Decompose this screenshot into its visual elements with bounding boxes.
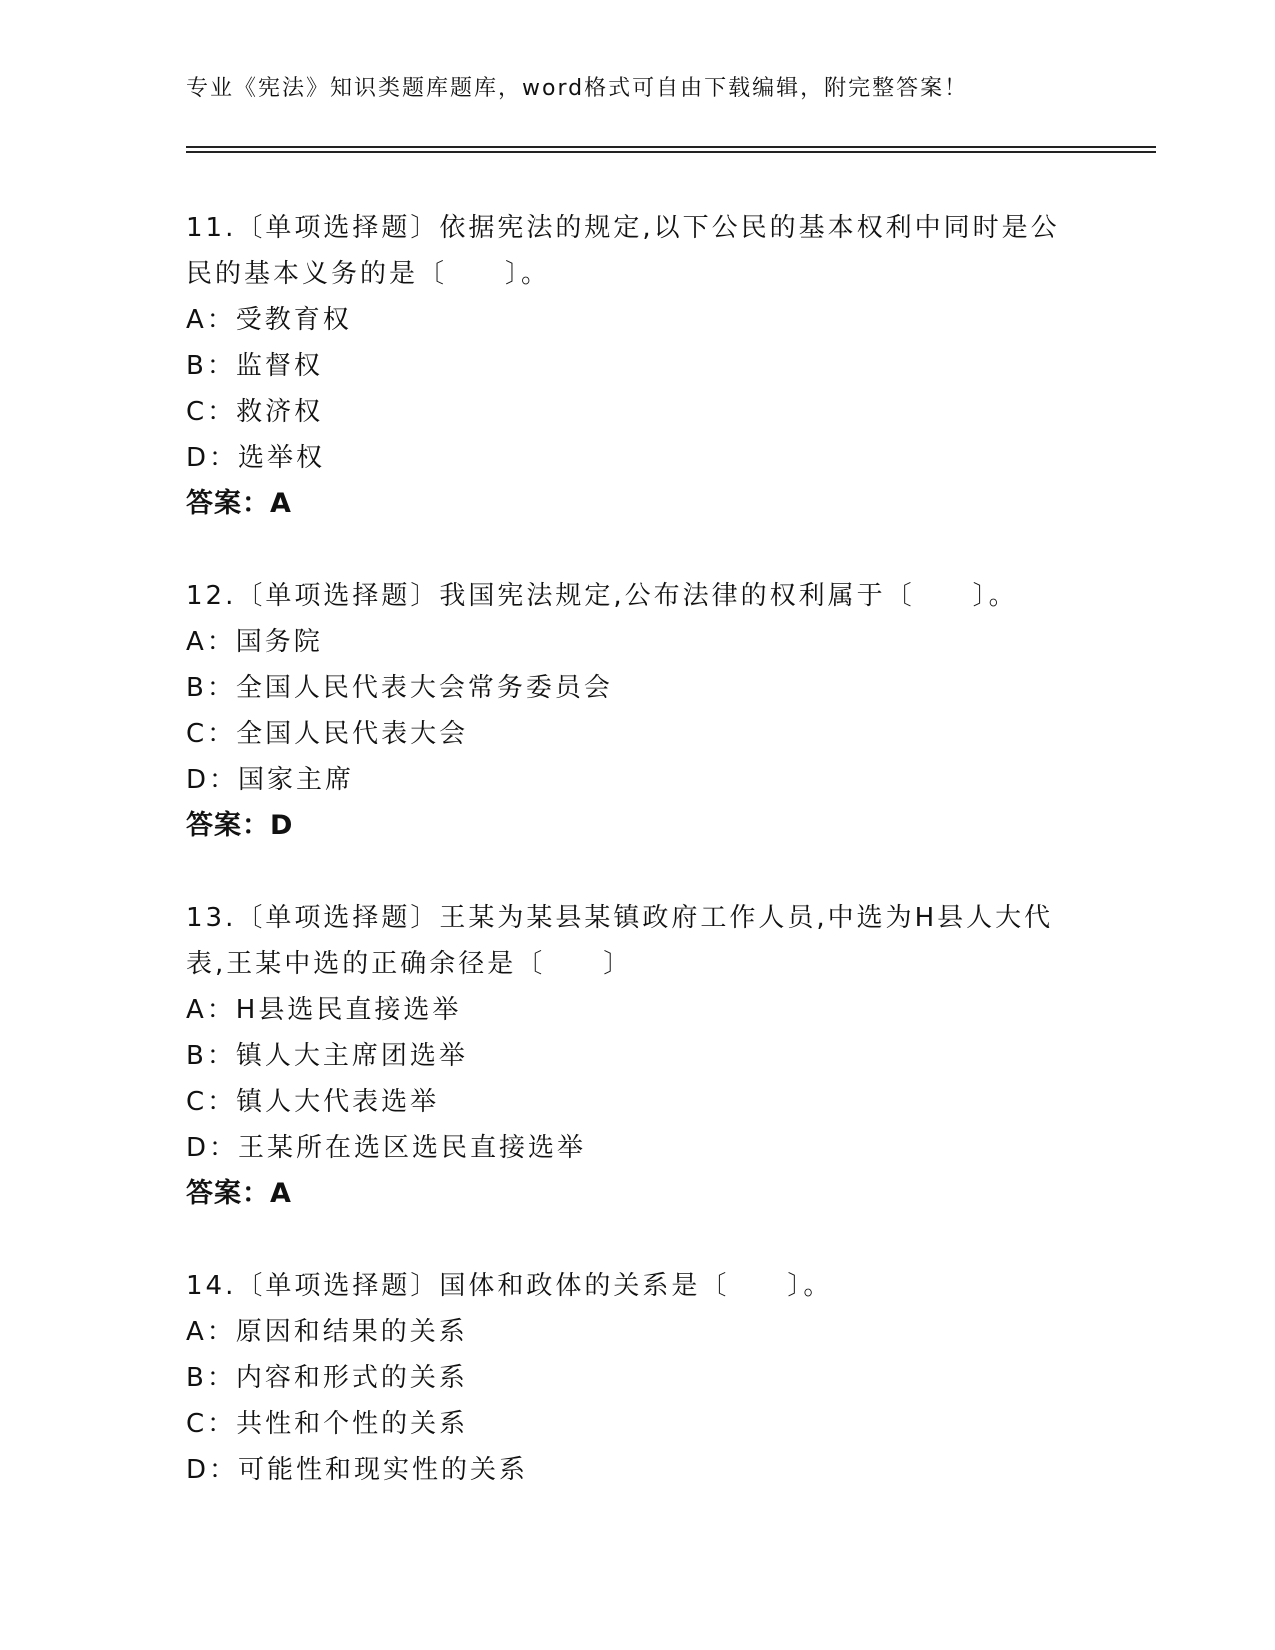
question-stem: 14.〔单项选择题〕国体和政体的关系是〔 〕。	[186, 1271, 833, 1301]
option-c: C：全国人民代表大会	[186, 719, 469, 749]
option-c: C：救济权	[186, 397, 324, 427]
option-a: A：H县选民直接选举	[186, 995, 462, 1025]
header-rule-bottom	[186, 151, 1156, 153]
option-d: D：王某所在选区选民直接选举	[186, 1133, 587, 1163]
page-header: 专业《宪法》知识类题库题库，word格式可自由下载编辑，附完整答案！	[186, 76, 969, 101]
option-b: B：镇人大主席团选举	[186, 1041, 468, 1071]
header-rule-top	[186, 146, 1156, 148]
answer: 答案：A	[186, 1178, 292, 1209]
option-a: A：国务院	[186, 627, 323, 657]
question-11	[186, 205, 1086, 527]
question-list	[186, 205, 1086, 1539]
option-a: A：受教育权	[186, 305, 352, 335]
option-c: C：共性和个性的关系	[186, 1409, 469, 1439]
option-d: D：可能性和现实性的关系	[186, 1455, 529, 1485]
option-d: D：选举权	[186, 443, 326, 473]
option-b: B：内容和形式的关系	[186, 1363, 468, 1393]
answer: 答案：A	[186, 488, 292, 519]
question-stem: 12.〔单项选择题〕我国宪法规定,公布法律的权利属于〔 〕。	[186, 581, 1018, 611]
question-12	[186, 573, 1086, 849]
option-b: B：全国人民代表大会常务委员会	[186, 673, 613, 703]
option-c: C：镇人大代表选举	[186, 1087, 440, 1117]
option-d: D：国家主席	[186, 765, 355, 795]
question-14	[186, 1263, 1086, 1493]
option-b: B：监督权	[186, 351, 323, 381]
question-13	[186, 895, 1086, 1217]
question-stem: 11.〔单项选择题〕依据宪法的规定,以下公民的基本权利中同时是公民的基本义务的是〔 〕。	[186, 213, 1060, 289]
answer: 答案：D	[186, 810, 294, 841]
question-stem: 13.〔单项选择题〕王某为某县某镇政府工作人员,中选为H县人大代表,王某中选的正确余径是〔 〕	[186, 903, 1054, 979]
option-a: A：原因和结果的关系	[186, 1317, 468, 1347]
